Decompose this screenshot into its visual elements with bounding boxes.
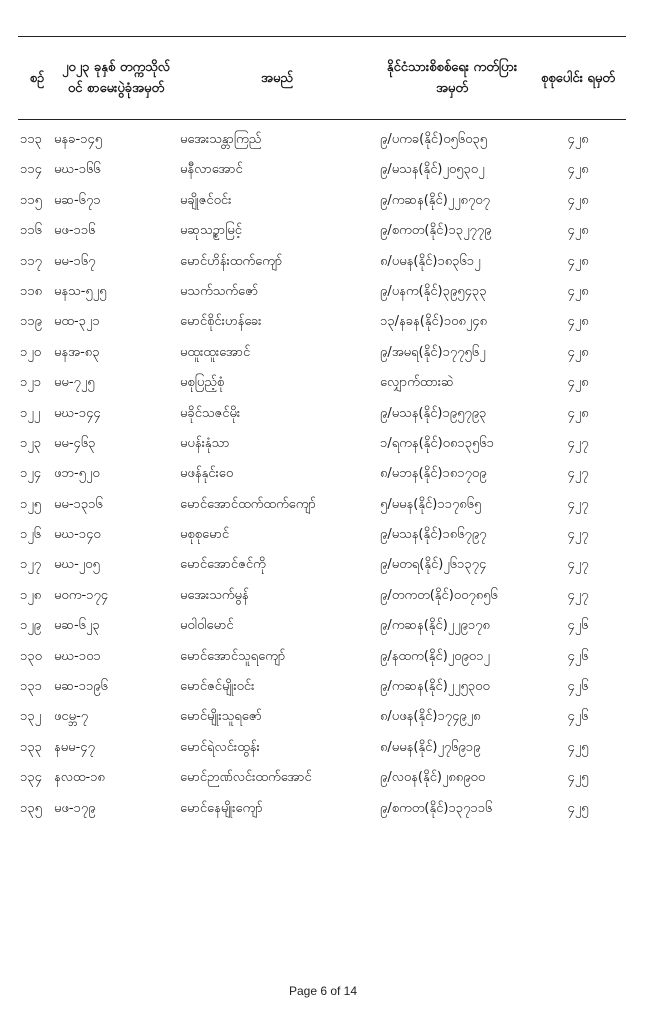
total-marks-cell: ၄၂၈	[567, 344, 589, 360]
header-bottom-rule	[18, 119, 626, 120]
nrc-cell: ၉/မသန(နိုင်)၂၀၅၃၀၂	[380, 162, 485, 178]
total-marks-cell: ၄၂၈	[567, 375, 589, 391]
total-marks-cell: ၄၂၈	[567, 223, 589, 239]
nrc-cell: ၉/ပနက(နိုင်)၃၉၅၄၃၃	[380, 283, 487, 299]
nrc-cell: ၉/ကဆန(နိုင်)၂၂၈၇၀၇	[380, 192, 490, 208]
header-total-marks: စုစုပေါင်း ရမှတ်	[541, 70, 615, 86]
serial-cell: ၁၂၅	[20, 496, 42, 512]
table-row	[0, 338, 646, 368]
name-cell: မချိုဇင်ဝင်း	[180, 192, 232, 208]
serial-cell: ၁၂၃	[20, 435, 42, 451]
exam-id-cell: မနအ-၈၃	[54, 344, 100, 360]
total-marks-cell: ၄၂၇	[567, 527, 589, 543]
nrc-cell: ၉/လဝန(နိုင်)၂၈၈၉၀၀	[380, 770, 486, 786]
exam-id-cell: ဖငမ္ဘ-၇	[54, 709, 89, 725]
name-cell: မဝါဝါမောင်	[180, 618, 234, 634]
nrc-cell: ၁၃/နခန(နိုင်)၁၀၈၂၄၈	[380, 314, 488, 330]
exam-id-cell: မမ-၁၆၇	[54, 253, 96, 269]
name-cell: မစုစုမောင်	[180, 527, 230, 543]
total-marks-cell: ၄၂၅	[567, 770, 589, 786]
name-cell: မဖန်နုင်းဝေ	[180, 466, 234, 482]
total-marks-cell: ၄၂၇	[567, 435, 589, 451]
name-cell: မောင်အောင်ဇင်ကို	[180, 557, 266, 573]
table-row	[0, 459, 646, 489]
exam-id-cell: မဃ-၁၄၄	[54, 405, 101, 421]
header-serial: စဉ်	[29, 70, 45, 86]
table-row	[0, 429, 646, 459]
name-cell: မပန်းနုံသာ	[180, 435, 230, 451]
exam-id-cell: မမ-၇၂၅	[54, 375, 95, 391]
serial-cell: ၁၃၀	[20, 648, 42, 664]
nrc-cell: ၉/နထက(နိုင်)၂၀၉၀၁၂	[380, 648, 490, 664]
name-cell: မောင်ရဲလင်းထွန်း	[180, 739, 260, 755]
name-cell: မထူးထူးအောင်	[180, 344, 251, 360]
table-row	[0, 155, 646, 185]
nrc-cell: ၉/အမရ(နိုင်)၁၇၇၅၆၂	[380, 344, 486, 360]
serial-cell: ၁၂၆	[20, 527, 42, 543]
serial-cell: ၁၂၁	[20, 375, 42, 391]
total-marks-cell: ၄၂၈	[567, 132, 589, 147]
name-cell: မောင်မျိုးသူရဇော်	[180, 709, 262, 725]
exam-id-cell: မနခ-၁၄၅	[54, 132, 103, 147]
serial-cell: ၁၁၇	[20, 253, 42, 269]
total-marks-cell: ၄၂၈	[567, 253, 589, 269]
serial-cell: ၁၂၂	[20, 405, 41, 421]
name-cell: မောင်နေမျိုးကျော်	[180, 800, 263, 816]
table-row	[0, 399, 646, 429]
nrc-cell: ၈/ပမန(နိုင်)၁၈၃၆၁၂	[380, 253, 481, 269]
serial-cell: ၁၁၅	[20, 192, 42, 208]
exam-id-cell: မဖ-၁၇၉	[54, 800, 96, 816]
header-name: အမည်	[261, 70, 293, 86]
table-row	[0, 216, 646, 246]
total-marks-cell: ၄၂၈	[567, 314, 589, 330]
nrc-cell: ၈/ပဖန(နိုင်)၁၇၄၉၂၈	[380, 709, 481, 725]
table-row	[0, 794, 646, 824]
exam-id-cell: မဃ-၂၀၅	[54, 557, 100, 573]
table-row	[0, 763, 646, 793]
serial-cell: ၁၃၄	[20, 770, 42, 786]
serial-cell: ၁၁၉	[20, 314, 42, 330]
serial-cell: ၁၁၄	[20, 162, 42, 178]
serial-cell: ၁၃၃	[20, 739, 42, 755]
exam-id-cell: မထ-၃၂၁	[54, 314, 100, 330]
name-cell: မအေးသန္တာကြည်	[180, 132, 262, 147]
exam-id-cell: မ၀က-၁၇၄	[54, 587, 109, 603]
total-marks-cell: ၄၂၆	[567, 648, 589, 664]
nrc-cell: ၉/စကတ(နိုင်)၁၃၇၁၁၆	[380, 800, 493, 816]
total-marks-cell: ၄၂၆	[567, 618, 589, 634]
serial-cell: ၁၂၇	[20, 557, 42, 573]
total-marks-cell: ၄၂၈	[567, 283, 589, 299]
nrc-cell: ၅/မမန(နိုင်)၁၁၇၈၆၅	[380, 496, 482, 512]
name-cell: မောင်ဟိန်းထက်ကျော်	[180, 253, 283, 269]
nrc-cell: ၉/တကတ(နိုင်)၀၀၇၈၅၆	[380, 587, 498, 603]
page-number: Page 6 of 14	[288, 984, 358, 998]
exam-id-cell: နလထ-၁၈	[54, 770, 105, 786]
nrc-cell: လျှောက်ထားဆဲ	[380, 375, 454, 391]
exam-id-cell: မဆ-၁၁၉၆	[54, 679, 108, 695]
total-marks-cell: ၄၂၅	[567, 800, 589, 816]
table-row	[0, 642, 646, 672]
header-nrc: နိုင်ငံသားစိစစ်ရေး ကတ်ပြားအမှတ်	[386, 60, 518, 96]
serial-cell: ၁၃၂	[20, 709, 42, 725]
exam-id-cell: မဆ-၆၂၃	[54, 618, 100, 634]
total-marks-cell: ၄၂၆	[567, 679, 589, 695]
table-row	[0, 368, 646, 398]
total-marks-cell: ၄၂၇	[567, 587, 589, 603]
nrc-cell: ၉/စကတ(နိုင်)၁၃၂၇၇၉	[380, 223, 492, 239]
exam-id-cell: ဖဘ-၅၂၀	[54, 466, 100, 482]
name-cell: မအေးသက်မွန်	[180, 587, 249, 603]
nrc-cell: ၉/မသန(နိုင်)၁၉၅၇၉၃	[380, 405, 487, 421]
serial-cell: ၁၂၈	[20, 587, 42, 603]
exam-id-cell: မမ-၄၆၃	[54, 435, 96, 451]
results-table-body	[0, 125, 646, 824]
exam-id-cell: မဃ-၁၀၁	[54, 648, 101, 664]
exam-id-cell: မဆ-၆၇၁	[54, 192, 101, 208]
table-row	[0, 672, 646, 702]
nrc-cell: ၉/ပကခ(နိုင်)၀၅၆၀၃၅	[380, 132, 488, 147]
table-row	[0, 125, 646, 155]
exam-id-cell: မဖ-၁၁၆	[54, 223, 96, 239]
nrc-cell: ၈/မမန(နိုင်)၂၇၆၉၁၉	[380, 739, 481, 755]
serial-cell: ၁၁၆	[20, 223, 42, 239]
name-cell: မနီလာအောင်	[180, 162, 243, 178]
serial-cell: ၁၂၉	[20, 618, 42, 634]
total-marks-cell: ၄၂၈	[567, 192, 589, 208]
name-cell: မောင်အောင်သူရကျော်	[180, 648, 286, 664]
name-cell: မသက်သက်ဇော်	[180, 283, 259, 299]
total-marks-cell: ၄၂၈	[567, 405, 589, 421]
name-cell: မောင်ဉာဏ်လင်းထက်အောင်	[180, 770, 312, 786]
table-row	[0, 611, 646, 641]
exam-id-cell: နမမ-၄၇	[54, 739, 95, 755]
nrc-cell: ၈/မဘန(နိုင်)၁၈၁၇၀၉	[380, 466, 487, 482]
header-exam-roll-id: ၂၀၂၃ ခုနှစ် တက္ကသိုလ်ဝင် စာမေးပွဲခုံအမှတ်	[62, 60, 170, 96]
nrc-cell: ၉/မသန(နိုင်)၁၈၆၇၉၇	[380, 527, 487, 543]
exam-id-cell: မမ-၁၃၁၆	[54, 496, 103, 512]
serial-cell: ၁၂၀	[20, 344, 42, 360]
name-cell: မောင်ဇင်မျိုးဝင်း	[180, 679, 255, 695]
table-row	[0, 277, 646, 307]
total-marks-cell: ၄၂၅	[567, 739, 589, 755]
name-cell: မောင်အောင်ထက်ထက်ကျော်	[180, 496, 316, 512]
table-row	[0, 733, 646, 763]
nrc-cell: ၁/ရကန(နိုင်)၀၈၁၃၅၆၁	[380, 435, 494, 451]
name-cell: မောင်စိုင်းဟန်ခေး	[180, 314, 262, 330]
serial-cell: ၁၁၃	[20, 132, 42, 147]
exam-id-cell: မဃ-၁၆၆	[54, 162, 101, 178]
name-cell: မစုပြည့်စုံ	[180, 375, 225, 391]
nrc-cell: ၉/ကဆန(နိုင်)၂၂၉၁၇၈	[380, 618, 490, 634]
exam-id-cell: မဃ-၁၄၀	[54, 527, 101, 543]
nrc-cell: ၉/ကဆန(နိုင်)၂၂၅၃၀၀	[380, 679, 490, 695]
table-row	[0, 581, 646, 611]
total-marks-cell: ၄၂၇	[567, 496, 589, 512]
serial-cell: ၁၁၈	[20, 283, 43, 299]
serial-cell: ၁၂၄	[20, 466, 42, 482]
total-marks-cell: ၄၂၈	[567, 162, 589, 178]
table-row	[0, 490, 646, 520]
total-marks-cell: ၄၂၇	[567, 557, 589, 573]
exam-id-cell: မနသ-၅၂၅	[54, 283, 107, 299]
table-row	[0, 186, 646, 216]
table-row	[0, 247, 646, 277]
table-row	[0, 520, 646, 550]
name-cell: မခိုင်သဇင်မိုး	[180, 405, 241, 421]
table-row	[0, 550, 646, 580]
table-row	[0, 307, 646, 337]
serial-cell: ၁၃၁	[20, 679, 42, 695]
table-row	[0, 702, 646, 732]
nrc-cell: ၉/မတရ(နိုင်)၂၆၁၃၇၄	[380, 557, 487, 573]
total-marks-cell: ၄၂၇	[567, 466, 589, 482]
name-cell: မဆုသဥ္စာမြင့်	[180, 223, 242, 239]
serial-cell: ၁၃၅	[20, 800, 42, 816]
total-marks-cell: ၄၂၆	[567, 709, 589, 725]
